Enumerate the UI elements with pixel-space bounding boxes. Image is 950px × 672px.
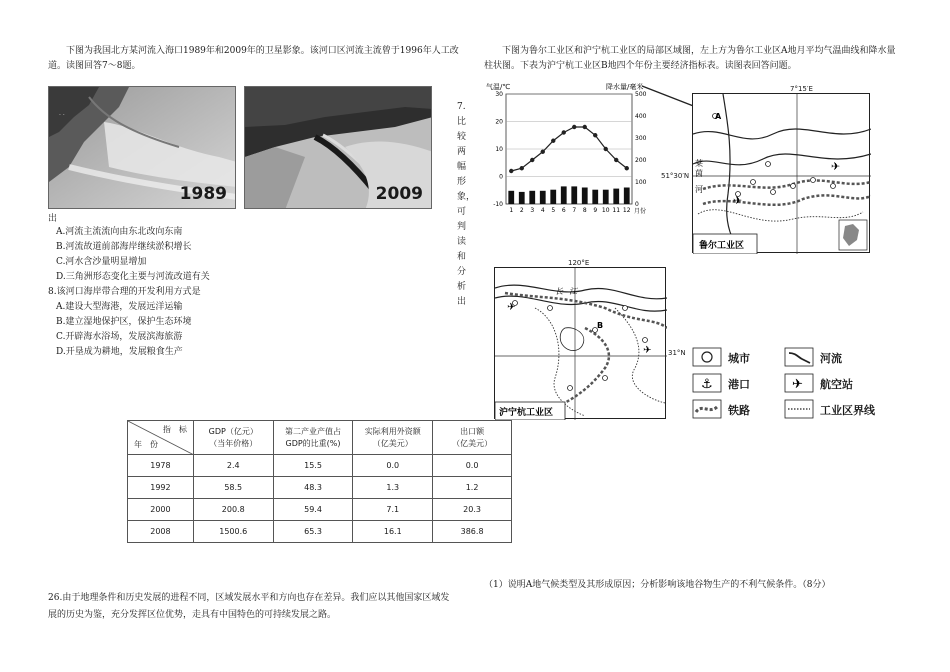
intro-industrial-zones: 下图为鲁尔工业区和沪宁杭工业区的局部区域图，左上方为鲁尔工业区A地月平均气温曲线和降水量柱状图。下表为沪宁杭工业区B地四个年份主要经济指标表。读图表回答问题。 — [484, 46, 896, 71]
question-8-stem: 8.该河口海岸带合理的开发利用方式是 — [48, 287, 201, 297]
svg-text:✈: ✈ — [507, 302, 516, 313]
city-icon — [692, 347, 722, 367]
precip-bar — [582, 188, 588, 205]
yangtze-label-1: 长 — [555, 287, 563, 296]
temp-tick-label: -10 — [493, 201, 503, 208]
precip-bar — [603, 190, 609, 204]
temperature-point — [530, 158, 534, 162]
precip-bar — [571, 186, 577, 204]
temperature-point — [625, 166, 629, 170]
legend-city: 城市 — [728, 352, 750, 365]
month-tick-label: 9 — [593, 207, 598, 214]
table-row: 2000 200.8 59.4 7.1 20.3 — [128, 499, 512, 521]
question-7-stem-tail: 出 — [48, 214, 58, 224]
precip-bar — [624, 188, 630, 205]
precip-tick-label: 200 — [635, 157, 647, 164]
economic-indicator-table — [127, 420, 512, 543]
question-26 — [48, 590, 478, 624]
temperature-point — [572, 125, 576, 129]
temperature-point — [551, 139, 555, 143]
temp-tick-label: 0 — [499, 173, 503, 181]
svg-text:⚓: ⚓ — [701, 377, 713, 392]
question-7-option-c: C.河水含沙量明显增加 — [56, 257, 147, 267]
legend-airport: 航空站 — [820, 378, 853, 391]
question-8-option-b: B.建立湿地保护区，保护生态环境 — [56, 317, 192, 327]
temp-tick-label: 30 — [495, 91, 503, 98]
legend-railway: 铁路 — [728, 404, 750, 417]
table-corner-cell — [128, 421, 194, 455]
temperature-point — [520, 166, 524, 170]
month-tick-label: 8 — [582, 207, 587, 214]
temp-axis-label: 气温/℃ — [486, 83, 511, 91]
table-row: 1992 58.5 48.3 1.3 1.2 — [128, 477, 512, 499]
yangtze-label-2: 江 — [569, 287, 577, 296]
svg-text:· ·: · · — [59, 112, 65, 119]
precip-bar — [613, 189, 619, 204]
temperature-point — [604, 147, 608, 151]
intro-question-7-8: 下图为我国北方某河流入海口1989年和2009年的卫星影象。该河口区河流主流曾于1996年人工改道。读图回答7～8题。 — [48, 46, 459, 71]
precip-tick-label: 300 — [635, 135, 647, 142]
question-7-block — [48, 212, 468, 360]
ruhr-map-title: 鲁尔工业区 — [699, 241, 745, 251]
month-tick-label: 1 — [509, 207, 514, 214]
temp-tick-label: 20 — [495, 118, 503, 126]
anchor-icon — [692, 373, 722, 393]
temperature-point — [562, 130, 566, 134]
satellite-image-2009 — [244, 86, 432, 209]
question-7-stem-vertical: 7.比较两幅形象，可判读和分析出 — [457, 102, 476, 307]
rhine-label-1: 莱 — [695, 159, 703, 168]
point-a-label: A — [715, 112, 722, 121]
precip-bar — [592, 190, 598, 204]
hnh-map — [494, 267, 666, 419]
precip-bar — [508, 191, 514, 204]
month-tick-label: 7 — [572, 207, 577, 214]
table-header-gdp: GDP（亿元） （当年价格） — [193, 421, 273, 455]
temperature-point — [583, 125, 587, 129]
temperature-point — [541, 150, 545, 154]
question-26-line-2: 展的历史为鉴，充分发挥区位优势，走具有中国特色的可持续发展之路。 — [48, 610, 337, 620]
legend-port: 港口 — [728, 378, 750, 391]
point-b-label: B — [597, 321, 604, 330]
satellite-image-1989 — [48, 86, 236, 209]
photo-year-1989: 1989 — [179, 184, 227, 204]
precip-tick-label: 0 — [635, 201, 639, 208]
temperature-point — [614, 158, 618, 162]
precip-tick-label: 100 — [635, 179, 647, 186]
precip-bar — [561, 186, 567, 204]
photo-year-2009: 2009 — [375, 184, 423, 204]
table-corner-top: 指 标 — [162, 425, 187, 434]
question-26-line-1: 26.由于地理条件和历史发展的进程不同，区域发展水平和方向也存在差异。我们应以其他国家区域发 — [48, 593, 450, 603]
ruhr-map — [692, 93, 870, 253]
table-header-foreign-investment: 实际利用外资额 （亿美元） — [353, 421, 433, 455]
table-header-secondary-ratio: 第二产业产值占 GDP的比重(%) — [273, 421, 353, 455]
hnh-map-title: 沪宁杭工业区 — [499, 408, 554, 418]
ruhr-longitude: 7°15′E — [790, 85, 813, 93]
question-7-option-d: D.三角洲形态变化主要与河流改道有关 — [56, 272, 210, 282]
precip-tick-label: 500 — [635, 91, 647, 98]
question-7-option-b: B.河流故道前部海岸继续淤积增长 — [56, 242, 192, 252]
table-row: 1978 2.4 15.5 0.0 0.0 — [128, 455, 512, 477]
precip-bar — [540, 191, 546, 204]
boundary-icon — [784, 399, 814, 419]
precip-bar — [519, 192, 525, 204]
question-8-option-c: C.开辟海水浴场，发展滨海旅游 — [56, 332, 183, 342]
rhine-label-2: 茵 — [695, 169, 703, 178]
railway-icon — [692, 399, 722, 419]
month-tick-label: 5 — [551, 207, 556, 214]
month-tick-label: 11 — [612, 207, 621, 214]
table-corner-bottom: 年 份 — [134, 440, 158, 449]
month-tick-label: 12 — [622, 207, 631, 214]
svg-text:✈: ✈ — [643, 345, 652, 356]
month-tick-label: 6 — [561, 207, 566, 214]
hnh-longitude: 120°E — [568, 259, 590, 267]
hnh-latitude: 31°N — [668, 349, 686, 357]
month-tick-label: 4 — [540, 207, 545, 214]
table-header-export: 出口额 （亿美元） — [433, 421, 512, 455]
temp-tick-label: 10 — [495, 146, 503, 153]
month-axis-label: 月份 — [634, 208, 647, 215]
climate-chart — [484, 80, 654, 215]
legend-river: 河流 — [820, 352, 842, 365]
question-8-option-a: A.建设大型海港，发展远洋运输 — [56, 302, 183, 312]
airplane-icon — [784, 373, 814, 393]
legend-boundary: 工业区界线 — [820, 404, 875, 417]
temperature-point — [509, 169, 513, 173]
precip-bar — [529, 191, 535, 204]
precip-axis-label: 降水量/毫米 — [606, 83, 644, 91]
river-icon — [784, 347, 814, 367]
map-legend — [692, 347, 882, 422]
precip-bar — [550, 190, 556, 204]
month-tick-label: 10 — [601, 207, 610, 214]
question-7-option-a: A.河流主流流向由东北改向东南 — [56, 227, 183, 237]
svg-text:✈: ✈ — [733, 194, 743, 207]
svg-text:✈: ✈ — [792, 377, 803, 392]
table-row: 2008 1500.6 65.3 16.1 386.8 — [128, 521, 512, 543]
month-tick-label: 3 — [530, 207, 535, 214]
svg-text:✈: ✈ — [831, 160, 841, 173]
precip-tick-label: 400 — [635, 113, 647, 120]
month-tick-label: 2 — [519, 207, 524, 214]
question-8-option-d: D.开垦成为耕地，发展粮食生产 — [56, 347, 183, 357]
ruhr-latitude: 51°30′N — [661, 172, 690, 180]
rhine-label-3: 河 — [695, 185, 703, 194]
temperature-point — [593, 133, 597, 137]
question-1: （1）说明A地气候类型及其形成原因；分析影响该地谷物生产的不利气候条件。（8分） — [484, 580, 831, 590]
